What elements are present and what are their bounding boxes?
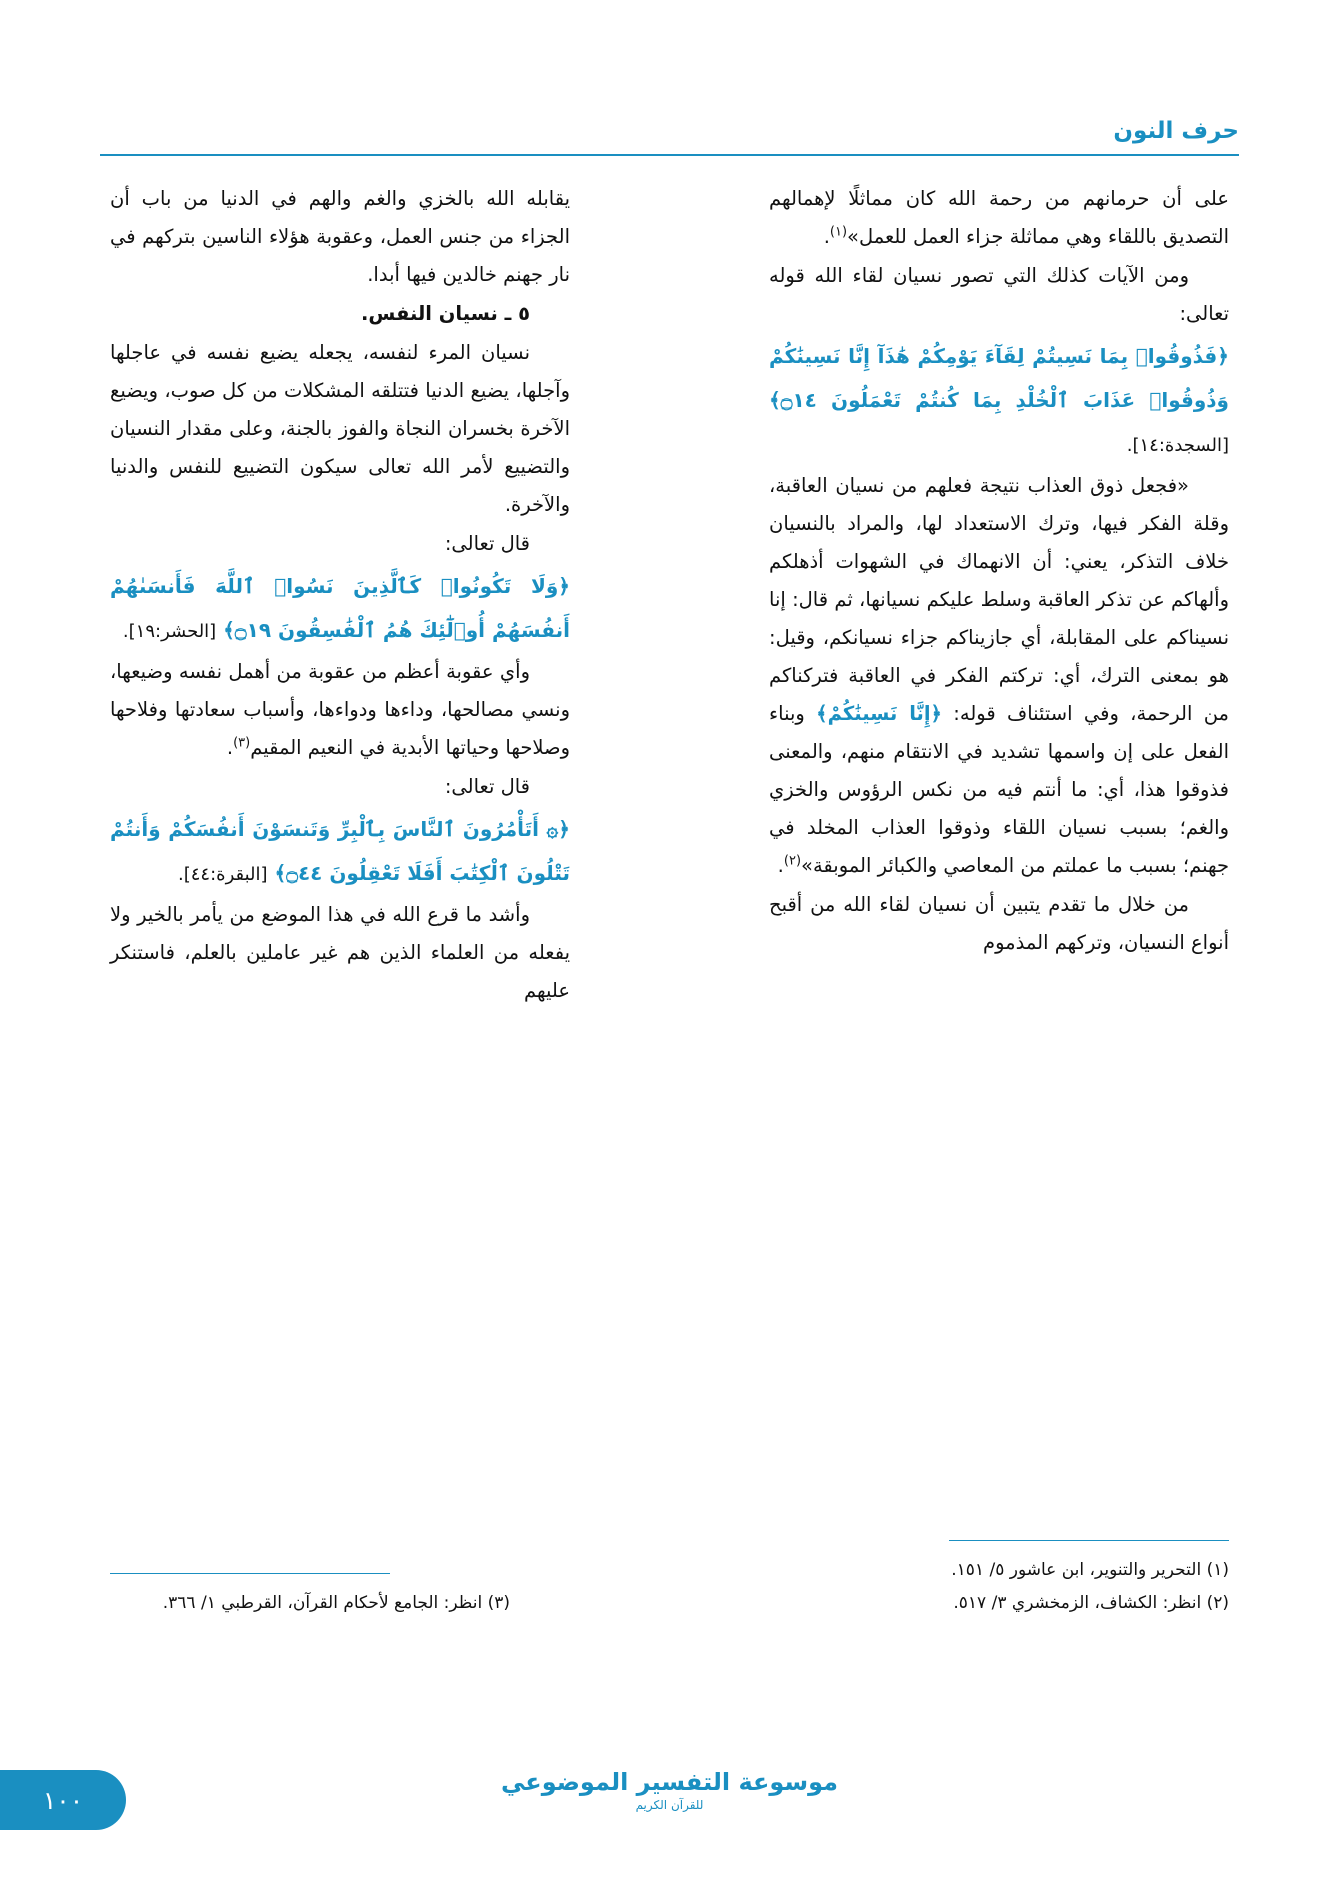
inline-quran-verse: ﴿إِنَّا نَسِينَٰكُمْ﴾ xyxy=(816,702,942,726)
page-title: حرف النون xyxy=(1113,118,1239,144)
publisher-logo xyxy=(0,1768,1339,1812)
footnote-marker: (٢) xyxy=(783,853,802,869)
paragraph: وأي عقوبة أعظم من عقوبة من أهمل نفسه وضيعها، ونسي مصالحها، وداءها ودواءها، وأسباب سعادتها وفلاحها وصلاحها وحياتها الأبدية في النعيم المقيم$^{(٣)}$. xyxy=(110,660,570,760)
footnotes-left xyxy=(110,1587,510,1620)
footnotes-right xyxy=(829,1554,1229,1620)
logo-title: موسوعة التفسير الموضوعي xyxy=(501,1768,838,1796)
quran-verse: ﴿فَذُوقُوا۟ بِمَا نَسِيتُمْ لِقَآءَ يَوْمِكُمْ هَٰذَآ إِنَّا نَسِينَٰكُمْ وَذُوقُوا۟ عَذَابَ ٱلْخُلْدِ بِمَا كُنتُمْ تَعْمَلُونَ ۝١٤﴾ [السجدة:١٤]. xyxy=(769,344,1229,457)
paragraph: على أن حرمانهم من رحمة الله كان مماثلًا لإهمالهم التصديق باللقاء وهي مماثلة جزاء العمل للعمل»$^{(١)}$. xyxy=(769,187,1229,249)
footnote-item xyxy=(110,1587,510,1620)
footnote-number: (٢) xyxy=(1206,1592,1229,1613)
footnote-number: (٣) xyxy=(487,1592,510,1613)
paragraph: من خلال ما تقدم يتبين أن نسيان لقاء الله من أقبح أنواع النسيان، وتركهم المذموم xyxy=(769,893,1229,955)
footnote-marker: (٣) xyxy=(233,735,251,751)
column-left xyxy=(110,180,570,1011)
paragraph: نسيان المرء لنفسه، يجعله يضيع نفسه في عاجلها وآجلها، يضيع الدنيا فتتلقه المشكلات من كل صوب، ويضيع الآخرة بخسران النجاة والفوز بالجنة، وعلى مقدار النسيان والتضييع لأمر الله تعالى سيكون التضييع للنفس والدنيا والآخرة. xyxy=(110,341,570,517)
section-heading: ٥ ـ نسيان النفس. xyxy=(360,302,530,326)
logo-subtitle: للقرآن الكريم xyxy=(635,1798,704,1812)
paragraph: قال تعالى: xyxy=(444,775,530,799)
page-number: ١٠٠ xyxy=(0,1770,126,1830)
footnote-divider xyxy=(949,1540,1229,1542)
page-header xyxy=(100,118,1239,168)
footnote-divider xyxy=(110,1573,390,1575)
column-right xyxy=(769,180,1229,963)
verse-reference: [البقرة:٤٤]. xyxy=(177,864,268,886)
paragraph: قال تعالى: xyxy=(444,532,530,556)
paragraph: «فجعل ذوق العذاب نتيجة فعلهم من نسيان العاقبة، وقلة الفكر فيها، وترك الاستعداد لها، والمراد بالنسيان خلاف التذكر، يعني: أن الانهماك في الشهوات أذهلكم وألهاكم عن تذكر العاقبة وسلط عليكم نسيانها، ثم قال: إنا نسيناكم على المقابلة، أي جازيناكم جزاء نسيانكم، وقيل: هو بمعنى الترك، أي: تركتم الفكر في العاقبة فتركناكم من الرحمة، وفي استئناف قوله: ﴿إِنَّا نَسِينَٰكُمْ﴾ وبناء الفعل على إن واسمها تشديد في الانتقام منهم، والمعنى فذوقوا هذا، أي: ما أنتم فيه من نكس الرؤوس والخزي والغم؛ بسبب نسيان اللقاء وذوقوا العذاب المخلد في جهنم؛ بسبب ما عملتم من المعاصي والكبائر الموبقة»$^{(٢)}$. xyxy=(769,474,1229,878)
footnote-item xyxy=(829,1554,1229,1587)
footnote-number: (١) xyxy=(1206,1559,1229,1580)
footnote-item xyxy=(829,1587,1229,1620)
paragraph: ومن الآيات كذلك التي تصور نسيان لقاء الله قوله تعالى: xyxy=(769,264,1229,326)
footnote-marker: (١) xyxy=(829,224,848,240)
header-divider xyxy=(100,154,1239,156)
footnote-text: انظر: الجامع لأحكام القرآن، القرطبي ١/ ٣٦٦. xyxy=(162,1592,483,1613)
paragraph: وأشد ما قرع الله في هذا الموضع من يأمر بالخير ولا يفعله من العلماء الذين هم غير عاملين بالعلم، فاستنكر عليهم xyxy=(110,903,570,1003)
footnote-text: التحرير والتنوير، ابن عاشور ٥/ ١٥١. xyxy=(951,1559,1202,1580)
quran-verse: ﴿۞ أَتَأْمُرُونَ ٱلنَّاسَ بِٱلْبِرِّ وَتَنسَوْنَ أَنفُسَكُمْ وَأَنتُمْ تَتْلُونَ ٱلْكِتَٰبَ أَفَلَا تَعْقِلُونَ ۝٤٤﴾ [البقرة:٤٤]. xyxy=(110,817,570,886)
footnote-text: انظر: الكشاف، الزمخشري ٣/ ٥١٧. xyxy=(953,1592,1202,1613)
quran-verse: ﴿وَلَا تَكُونُوا۟ كَٱلَّذِينَ نَسُوا۟ ٱللَّهَ فَأَنسَىٰهُمْ أَنفُسَهُمْ أُو۟لَٰٓئِكَ هُمُ ٱلْفَٰسِقُونَ ۝١٩﴾ [الحشر:١٩]. xyxy=(110,574,570,643)
paragraph: يقابله الله بالخزي والغم والهم في الدنيا من باب أن الجزاء من جنس العمل، وعقوبة هؤلاء الناسين بتركهم في نار جهنم خالدين فيها أبدا. xyxy=(110,187,570,287)
verse-reference: [السجدة:١٤]. xyxy=(1126,435,1229,457)
verse-reference: [الحشر:١٩]. xyxy=(122,621,217,643)
